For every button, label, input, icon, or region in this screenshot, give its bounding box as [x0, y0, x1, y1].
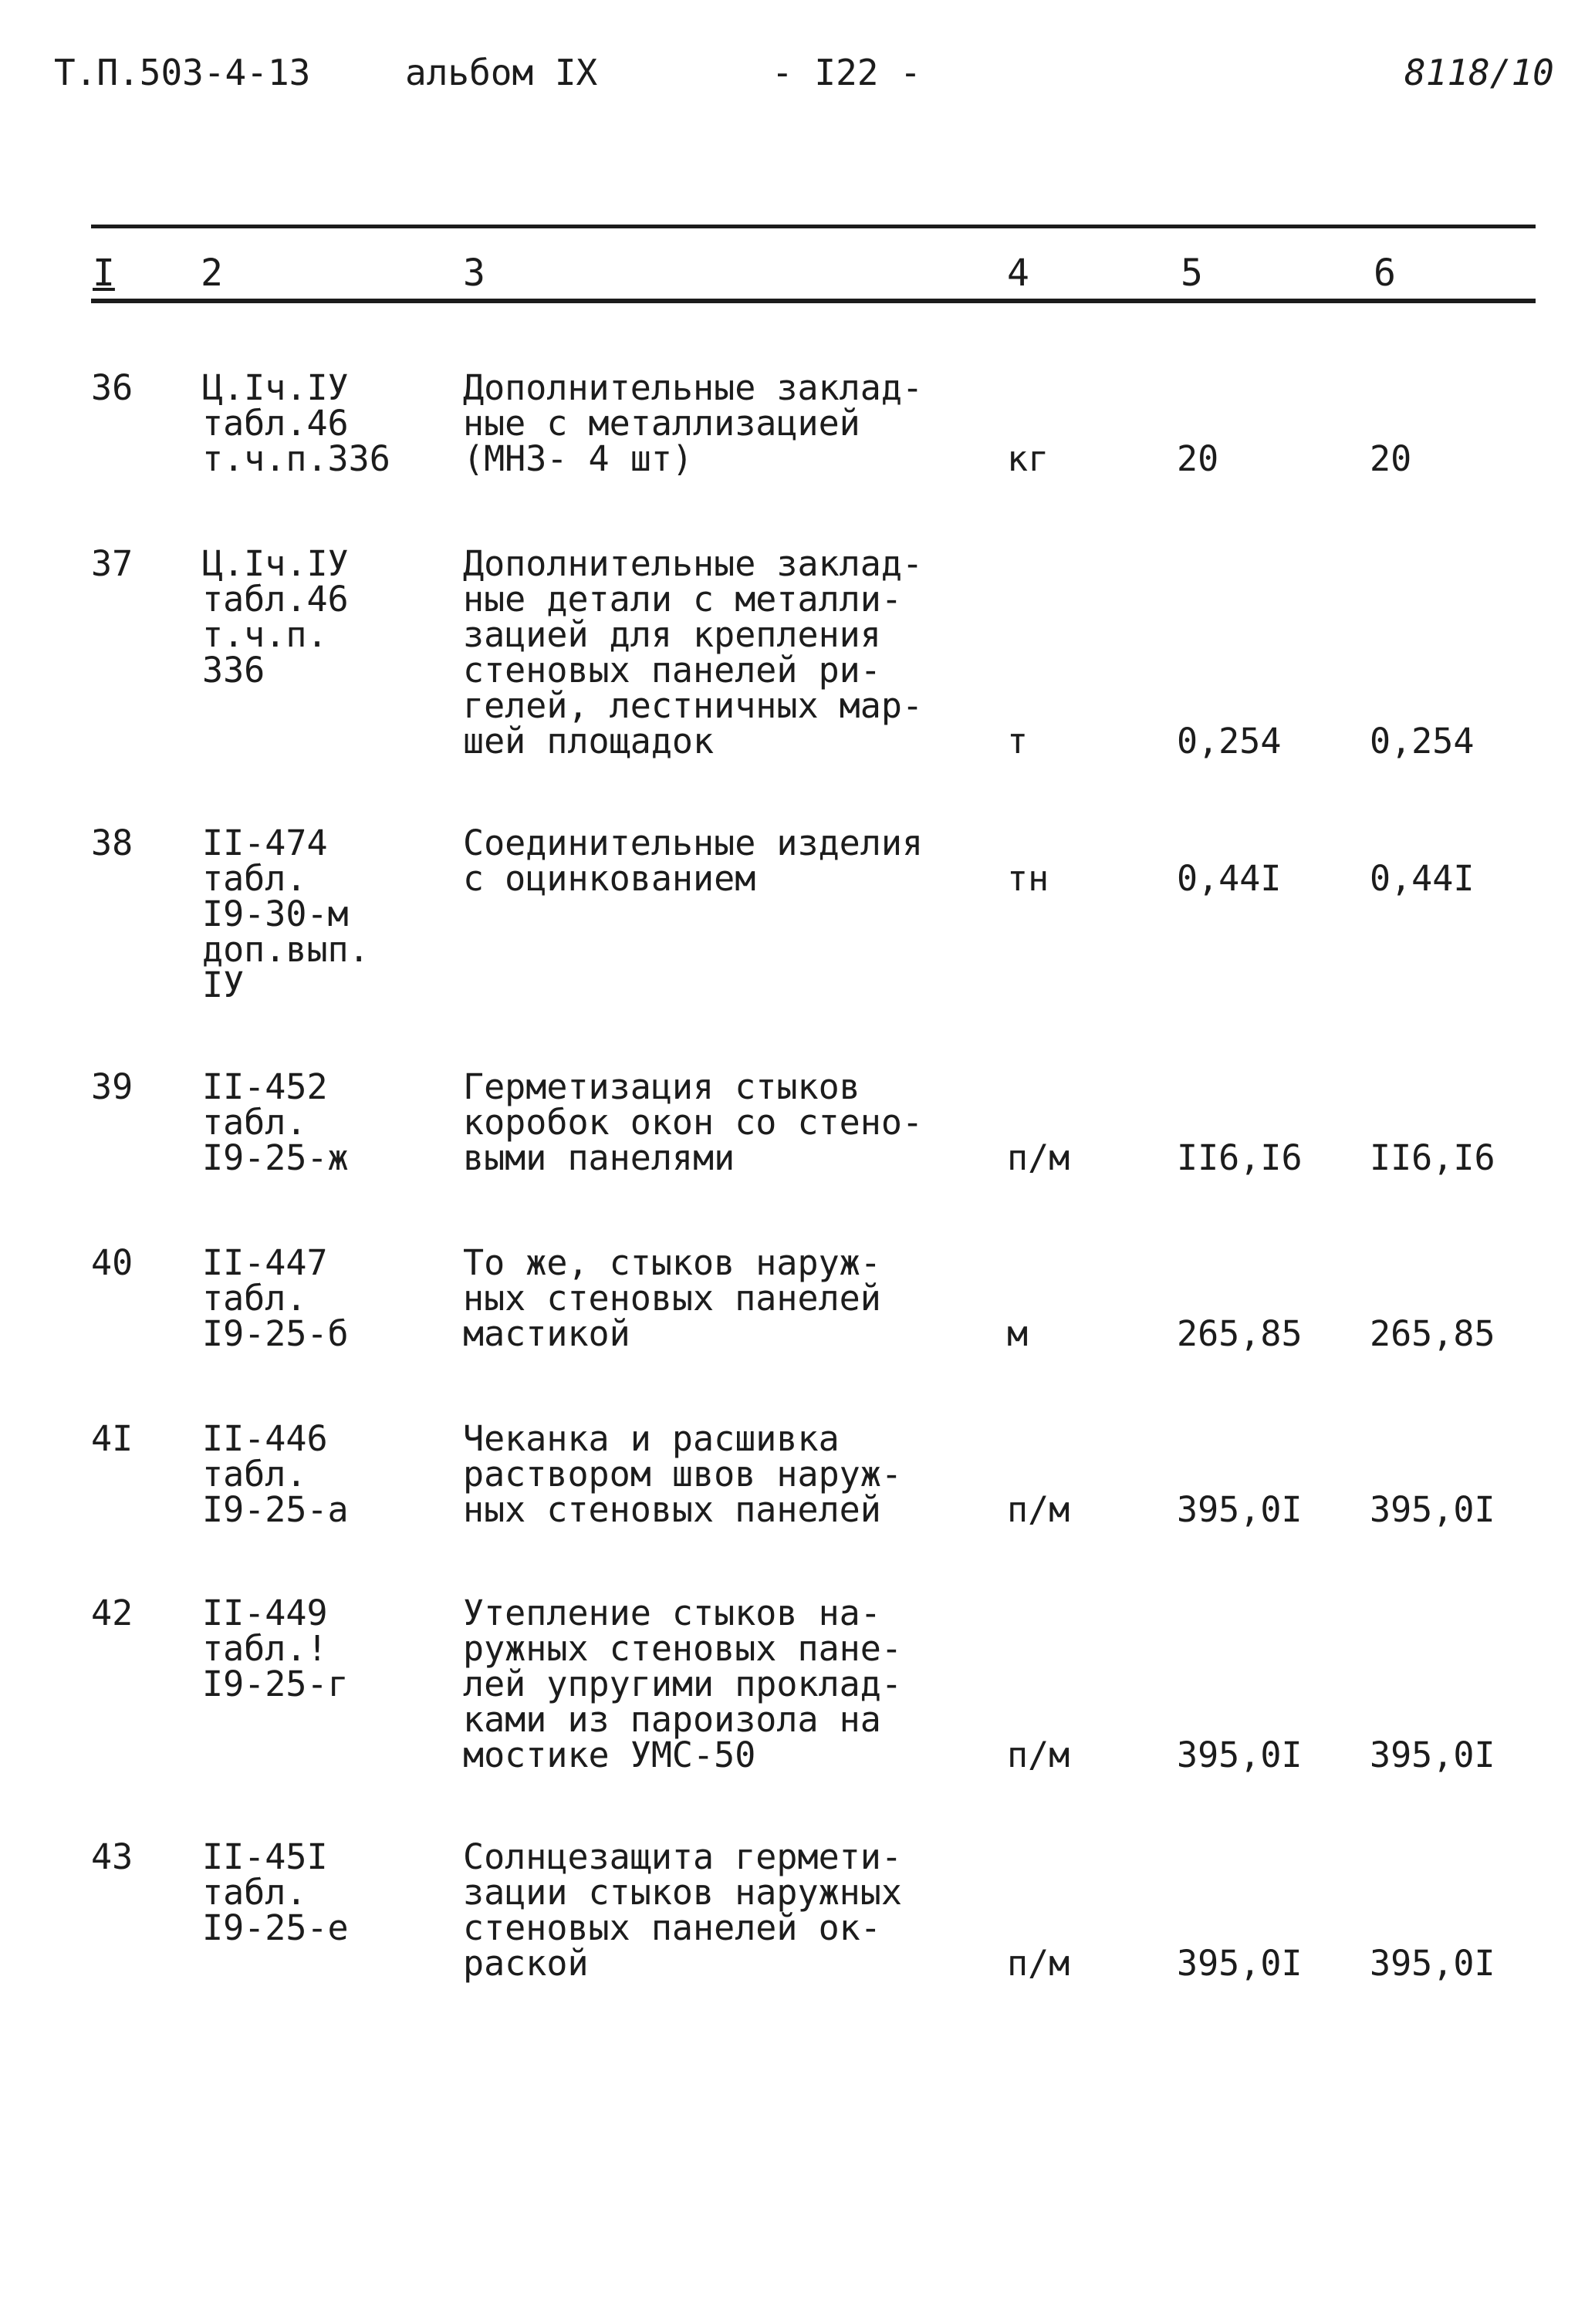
item-code: II-446 табл. I9-25-а [202, 1418, 349, 1530]
item-description: Дополнительные заклад- ные с металлизацией (МНЗ- 4 шт) [463, 367, 924, 479]
column-header-4: 4 [1007, 252, 1029, 295]
item-code: II-447 табл. I9-25-б [202, 1242, 349, 1354]
item-value-col6: 395,0I [1370, 1943, 1495, 1984]
item-description: Дополнительные заклад- ные детали с металли- зацией для крепления стеновых панелей ри- гелей, лестничных мар- шей площадок [463, 543, 924, 762]
item-value-col6: II6,I6 [1370, 1137, 1495, 1178]
item-value-col5: 0,254 [1177, 721, 1282, 762]
item-value-col5: 395,0I [1177, 1489, 1303, 1530]
item-unit: м [1007, 1313, 1029, 1354]
item-value-col6: 265,85 [1370, 1313, 1495, 1354]
item-description: Солнцезащита гермети- зации стыков наружных стеновых панелей ок- раской [463, 1836, 902, 1984]
item-value-col5: 20 [1177, 438, 1219, 479]
item-number: 36 [91, 367, 133, 408]
item-number: 37 [91, 543, 133, 584]
item-value-col6: 395,0I [1370, 1489, 1495, 1530]
item-code: II-474 табл. I9-30-м доп.вып. IУ [202, 823, 370, 1005]
item-code: Ц.Iч.IУ табл.46 т.ч.п.336 [202, 367, 390, 479]
item-value-col5: II6,I6 [1177, 1137, 1303, 1178]
item-value-col6: 0,44I [1370, 858, 1475, 899]
item-number: 43 [91, 1836, 133, 1877]
item-description: То же, стыков наруж- ных стеновых панелей мастикой [463, 1242, 881, 1354]
column-header-6: 6 [1374, 252, 1396, 295]
document-code: Т.П.503-4-13 [54, 52, 311, 93]
column-header-3: 3 [463, 252, 485, 295]
table-top-rule [91, 225, 1536, 228]
item-value-col6: 0,254 [1370, 721, 1475, 762]
item-unit: тн [1007, 858, 1049, 899]
item-value-col5: 395,0I [1177, 1943, 1303, 1984]
item-unit: т [1007, 721, 1029, 762]
sheet-reference: 8118/10 [1404, 52, 1554, 93]
item-number: 4I [91, 1418, 133, 1459]
item-code: II-449 табл.! I9-25-г [202, 1593, 349, 1704]
table-header-rule [91, 299, 1536, 303]
item-description: Герметизация стыков коробок окон со стено- выми панелями [463, 1066, 924, 1178]
album-label: альбом IX [405, 52, 598, 93]
item-number: 39 [91, 1066, 133, 1107]
item-number: 42 [91, 1593, 133, 1633]
column-header-2: 2 [201, 252, 223, 295]
item-unit: п/м [1007, 1735, 1070, 1775]
item-number: 40 [91, 1242, 133, 1283]
item-value-col6: 395,0I [1370, 1735, 1495, 1775]
item-number: 38 [91, 823, 133, 863]
item-code: II-452 табл. I9-25-ж [202, 1066, 349, 1178]
item-unit: п/м [1007, 1943, 1070, 1984]
item-unit: п/м [1007, 1137, 1070, 1178]
item-value-col5: 0,44I [1177, 858, 1282, 899]
item-description: Соединительные изделия с оцинкованием [463, 823, 924, 899]
item-unit: п/м [1007, 1489, 1070, 1530]
item-code: Ц.Iч.IУ табл.46 т.ч.п. 336 [202, 543, 349, 691]
item-description: Чеканка и расшивка раствором швов наруж- ных стеновых панелей [463, 1418, 902, 1530]
item-description: Утепление стыков на- ружных стеновых пане- лей упругими проклад- ками из пароизола на мостике УМС-50 [463, 1593, 902, 1775]
column-header-1: I [93, 252, 115, 295]
item-unit: кг [1007, 438, 1049, 479]
page-number: - I22 - [772, 52, 921, 93]
column-header-5: 5 [1181, 252, 1203, 295]
item-code: II-45I табл. I9-25-е [202, 1836, 349, 1948]
item-value-col6: 20 [1370, 438, 1412, 479]
item-value-col5: 395,0I [1177, 1735, 1303, 1775]
item-value-col5: 265,85 [1177, 1313, 1303, 1354]
